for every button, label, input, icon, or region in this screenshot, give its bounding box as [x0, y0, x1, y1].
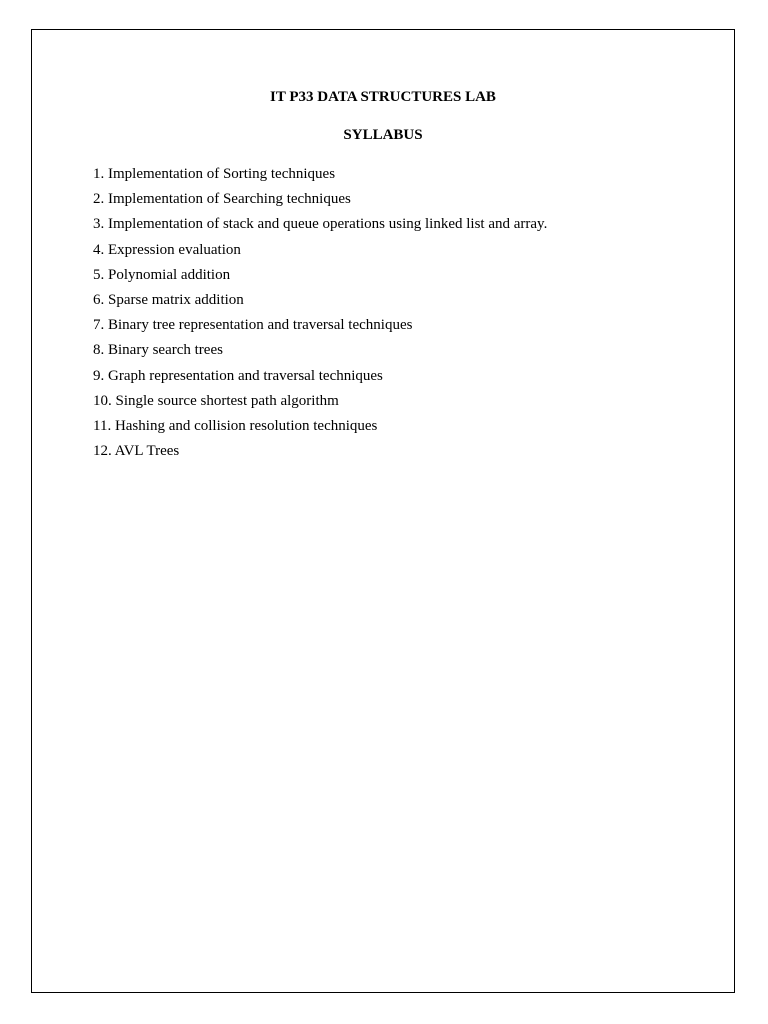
syllabus-item: 3. Implementation of stack and queue operations using linked list and array.	[93, 216, 548, 233]
syllabus-list	[93, 165, 547, 467]
syllabus-item: 9. Graph representation and traversal techniques	[93, 367, 383, 384]
syllabus-item: 4. Expression evaluation	[93, 241, 241, 258]
syllabus-item: 5. Polynomial addition	[93, 266, 231, 283]
syllabus-item: 2. Implementation of Searching techniques	[93, 191, 351, 208]
syllabus-item: 1. Implementation of Sorting techniques	[93, 166, 336, 182]
syllabus-item: 8. Binary search trees	[93, 342, 223, 359]
syllabus-item: 12. AVL Trees	[93, 443, 180, 460]
page-frame	[31, 29, 735, 993]
syllabus-heading: SYLLABUS	[343, 127, 423, 143]
syllabus-item: 10. Single source shortest path algorithm	[93, 392, 339, 409]
syllabus-item: 7. Binary tree representation and traversal techniques	[93, 317, 413, 334]
syllabus-item: 11. Hashing and collision resolution techniques	[93, 417, 378, 434]
syllabus-item: 6. Sparse matrix addition	[93, 291, 244, 308]
document-title: IT P33 DATA STRUCTURES LAB	[270, 89, 496, 105]
